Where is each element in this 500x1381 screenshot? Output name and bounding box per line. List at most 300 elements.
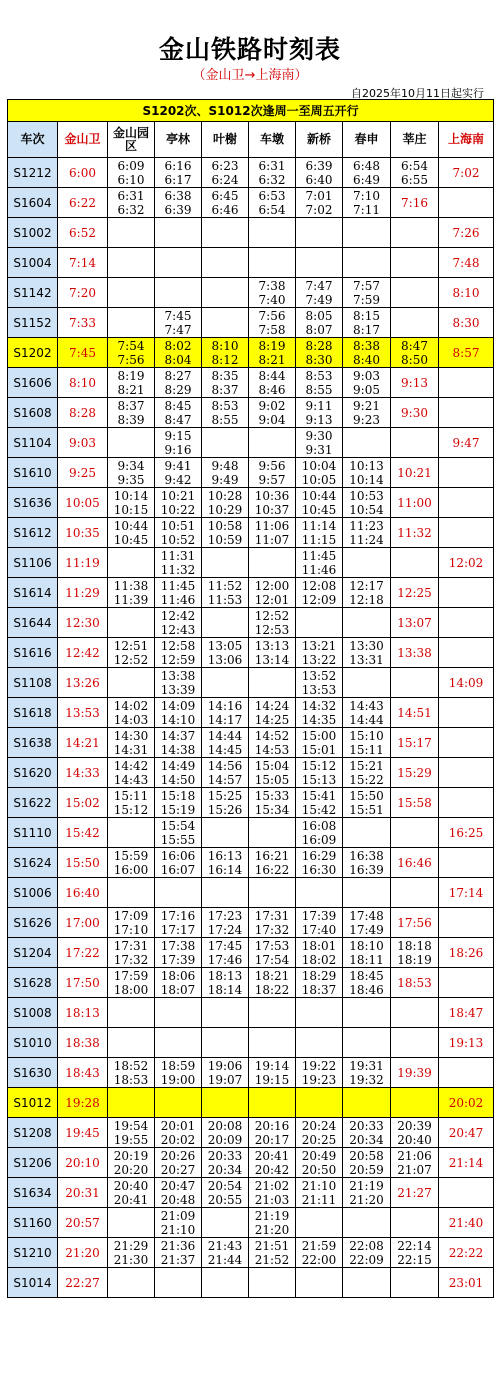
time-yexie [202, 878, 249, 908]
departure-time: 8:37 [211, 382, 239, 397]
arrival-time: 17:31 [113, 938, 149, 953]
departure-time: 8:55 [211, 412, 239, 427]
arrival-time: 15:00 [301, 728, 337, 743]
table-row [8, 218, 494, 248]
arrival-time: 21:19 [254, 1208, 290, 1223]
table-row [8, 248, 494, 278]
arrival-time: 8:02 [164, 338, 192, 353]
time-shanghai-south [439, 908, 494, 938]
time-xinqiao [296, 758, 343, 788]
time-jinshanwei: 15:02 [58, 788, 108, 818]
arrival-time: 14:52 [254, 728, 290, 743]
time-xinzhuang [391, 1268, 439, 1298]
departure-time: 11:24 [349, 532, 384, 547]
table-row [8, 938, 494, 968]
departure-time: 13:06 [207, 652, 243, 667]
table-row [8, 1208, 494, 1238]
arrival-time: 6:23 [211, 158, 239, 173]
time-chedun [249, 1178, 296, 1208]
arrival-time: 6:39 [305, 158, 333, 173]
time-shanghai-south: 18:26 [439, 938, 494, 968]
time-chedun [249, 668, 296, 698]
train-number: S1208 [8, 1118, 58, 1148]
time-shanghai-south: 7:48 [439, 248, 494, 278]
departure-time: 8:46 [258, 382, 286, 397]
table-row [8, 728, 494, 758]
time-chedun [249, 548, 296, 578]
arrival-time: 6:53 [258, 188, 286, 203]
time-xinzhuang: 12:25 [391, 578, 439, 608]
departure-time: 21:52 [254, 1252, 290, 1267]
table-row [8, 1268, 494, 1298]
arrival-time: 21:19 [349, 1178, 384, 1193]
time-chunshen [343, 818, 391, 848]
time-jinshan-park [108, 668, 155, 698]
time-xinzhuang: 15:58 [391, 788, 439, 818]
arrival-time: 12:00 [254, 578, 290, 593]
direction-subtitle: （金山卫→上海南） [192, 68, 308, 83]
table-row [8, 1148, 494, 1178]
departure-time: 13:39 [160, 682, 196, 697]
time-xinzhuang [391, 668, 439, 698]
train-number: S1614 [8, 578, 58, 608]
table-row [8, 608, 494, 638]
header-jinshanwei: 金山卫 [58, 122, 108, 158]
departure-time: 18:11 [349, 952, 384, 967]
departure-time: 17:17 [160, 922, 196, 937]
time-shanghai-south: 20:02 [439, 1088, 494, 1118]
time-chunshen [343, 848, 391, 878]
time-xinqiao [296, 1238, 343, 1268]
arrival-time: 17:16 [160, 908, 196, 923]
departure-time: 21:30 [113, 1252, 149, 1267]
departure-time: 21:20 [254, 1222, 290, 1237]
time-xinqiao [296, 248, 343, 278]
time-tinglin [155, 1238, 202, 1268]
departure-time: 14:03 [113, 712, 149, 727]
departure-time: 6:32 [117, 202, 145, 217]
table-row [8, 908, 494, 938]
time-shanghai-south: 22:22 [439, 1238, 494, 1268]
header-jinshan-park: 金山园区 [108, 122, 155, 158]
arrival-time: 14:56 [207, 758, 243, 773]
departure-time: 9:42 [164, 472, 192, 487]
time-jinshan-park [108, 488, 155, 518]
time-yexie [202, 218, 249, 248]
train-number: S1104 [8, 428, 58, 458]
departure-time: 10:05 [301, 472, 337, 487]
arrival-time: 17:23 [207, 908, 243, 923]
time-xinqiao [296, 788, 343, 818]
departure-time: 18:14 [207, 982, 243, 997]
time-xinzhuang: 17:56 [391, 908, 439, 938]
arrival-time: 6:09 [117, 158, 145, 173]
time-xinzhuang [391, 428, 439, 458]
time-chedun [249, 1148, 296, 1178]
table-row [8, 758, 494, 788]
time-xinqiao [296, 1118, 343, 1148]
time-chunshen [343, 758, 391, 788]
arrival-time: 18:29 [301, 968, 337, 983]
arrival-time: 12:08 [301, 578, 337, 593]
time-jinshanwei: 18:43 [58, 1058, 108, 1088]
arrival-time: 14:09 [160, 698, 196, 713]
arrival-time: 14:49 [160, 758, 196, 773]
time-xinzhuang [391, 308, 439, 338]
table-row [8, 848, 494, 878]
departure-time: 8:17 [353, 322, 380, 337]
arrival-time: 16:06 [160, 848, 196, 863]
departure-time: 12:09 [301, 592, 337, 607]
train-number: S1202 [8, 338, 58, 368]
time-jinshan-park [108, 518, 155, 548]
departure-time: 19:00 [160, 1072, 196, 1087]
time-jinshan-park [108, 428, 155, 458]
time-xinzhuang: 13:07 [391, 608, 439, 638]
table-row [8, 1118, 494, 1148]
departure-time: 6:46 [211, 202, 239, 217]
time-jinshanwei: 6:22 [58, 188, 108, 218]
departure-time: 14:53 [254, 742, 290, 757]
departure-time: 15:51 [349, 802, 384, 817]
time-shanghai-south: 8:10 [439, 278, 494, 308]
departure-time: 17:10 [113, 922, 149, 937]
arrival-time: 18:21 [254, 968, 290, 983]
time-jinshan-park [108, 788, 155, 818]
time-xinzhuang [391, 998, 439, 1028]
time-shanghai-south: 7:02 [439, 158, 494, 188]
time-jinshanwei: 19:28 [58, 1088, 108, 1118]
time-chedun [249, 998, 296, 1028]
departure-time: 14:17 [207, 712, 243, 727]
time-shanghai-south [439, 488, 494, 518]
departure-time: 12:59 [160, 652, 196, 667]
time-yexie [202, 668, 249, 698]
arrival-time: 21:10 [301, 1178, 337, 1193]
arrival-time: 20:26 [160, 1148, 196, 1163]
time-chunshen [343, 1028, 391, 1058]
table-row [8, 488, 494, 518]
arrival-time: 8:47 [401, 338, 428, 353]
arrival-time: 20:41 [254, 1148, 290, 1163]
time-chedun [249, 1208, 296, 1238]
time-jinshanwei: 10:35 [58, 518, 108, 548]
time-yexie [202, 488, 249, 518]
time-tinglin [155, 398, 202, 428]
time-xinzhuang: 13:38 [391, 638, 439, 668]
time-xinqiao [296, 308, 343, 338]
arrival-time: 20:19 [113, 1148, 149, 1163]
train-number: S1152 [8, 308, 58, 338]
time-xinzhuang [391, 158, 439, 188]
departure-time: 18:22 [254, 982, 290, 997]
arrival-time: 8:28 [305, 338, 333, 353]
time-jinshan-park [108, 998, 155, 1028]
arrival-time: 17:38 [160, 938, 196, 953]
time-yexie [202, 968, 249, 998]
departure-time: 11:46 [160, 592, 196, 607]
time-xinqiao [296, 338, 343, 368]
departure-time: 13:31 [349, 652, 384, 667]
time-chedun [249, 818, 296, 848]
time-xinqiao [296, 818, 343, 848]
departure-time: 9:16 [164, 442, 192, 457]
departure-time: 8:30 [305, 352, 333, 367]
departure-time: 20:42 [254, 1162, 290, 1177]
time-tinglin [155, 368, 202, 398]
departure-time: 15:26 [207, 802, 243, 817]
arrival-time: 7:45 [164, 308, 192, 323]
time-jinshan-park [108, 458, 155, 488]
table-row [8, 1028, 494, 1058]
departure-time: 21:10 [160, 1222, 196, 1237]
table-row [8, 998, 494, 1028]
time-chedun [249, 1268, 296, 1298]
time-jinshan-park [108, 968, 155, 998]
time-shanghai-south [439, 458, 494, 488]
table-row [8, 1058, 494, 1088]
arrival-time: 9:48 [211, 458, 239, 473]
table-row [8, 1238, 494, 1268]
time-tinglin [155, 608, 202, 638]
table-row [8, 818, 494, 848]
arrival-time: 7:57 [353, 278, 380, 293]
arrival-time: 19:54 [113, 1118, 149, 1133]
arrival-time: 17:59 [113, 968, 149, 983]
departure-time: 7:59 [353, 292, 380, 307]
time-chedun [249, 878, 296, 908]
departure-time: 20:41 [113, 1192, 149, 1207]
time-tinglin [155, 218, 202, 248]
time-jinshan-park [108, 188, 155, 218]
departure-time: 11:15 [301, 532, 337, 547]
departure-time: 8:29 [164, 382, 192, 397]
train-number: S1626 [8, 908, 58, 938]
departure-time: 6:10 [117, 172, 145, 187]
table-row [8, 578, 494, 608]
train-number: S1006 [8, 878, 58, 908]
train-number: S1622 [8, 788, 58, 818]
train-number: S1004 [8, 248, 58, 278]
time-jinshanwei: 9:03 [58, 428, 108, 458]
arrival-time: 7:38 [258, 278, 286, 293]
time-shanghai-south: 18:47 [439, 998, 494, 1028]
departure-time: 20:17 [254, 1132, 290, 1147]
time-chunshen [343, 518, 391, 548]
time-tinglin [155, 818, 202, 848]
time-tinglin [155, 248, 202, 278]
arrival-time: 8:38 [353, 338, 380, 353]
time-yexie [202, 788, 249, 818]
time-jinshanwei: 7:20 [58, 278, 108, 308]
arrival-time: 13:38 [160, 668, 196, 683]
table-row [8, 788, 494, 818]
departure-time: 20:40 [397, 1132, 432, 1147]
arrival-time: 20:39 [397, 1118, 432, 1133]
arrival-time: 8:27 [164, 368, 192, 383]
time-shanghai-south [439, 1058, 494, 1088]
time-jinshan-park [108, 158, 155, 188]
time-jinshanwei: 8:10 [58, 368, 108, 398]
departure-time: 11:53 [207, 592, 243, 607]
time-xinqiao [296, 1268, 343, 1298]
time-chunshen [343, 338, 391, 368]
time-tinglin [155, 518, 202, 548]
time-tinglin [155, 188, 202, 218]
time-xinzhuang: 9:13 [391, 368, 439, 398]
arrival-time: 12:52 [254, 608, 290, 623]
train-number: S1002 [8, 218, 58, 248]
time-jinshanwei: 17:00 [58, 908, 108, 938]
time-xinzhuang: 11:32 [391, 518, 439, 548]
departure-time: 8:04 [164, 352, 192, 367]
arrival-time: 8:10 [211, 338, 239, 353]
time-chunshen [343, 1118, 391, 1148]
arrival-time: 20:16 [254, 1118, 290, 1133]
arrival-time: 11:45 [160, 578, 196, 593]
time-jinshan-park [108, 698, 155, 728]
table-row [8, 188, 494, 218]
time-chunshen [343, 728, 391, 758]
arrival-time: 15:18 [160, 788, 196, 803]
arrival-time: 13:52 [301, 668, 337, 683]
time-yexie [202, 368, 249, 398]
arrival-time: 9:34 [117, 458, 145, 473]
arrival-time: 21:51 [254, 1238, 290, 1253]
arrival-time: 8:37 [117, 398, 145, 413]
departure-time: 16:09 [301, 832, 337, 847]
arrival-time: 20:33 [349, 1118, 384, 1133]
departure-time: 19:23 [301, 1072, 337, 1087]
time-jinshanwei: 6:52 [58, 218, 108, 248]
time-shanghai-south [439, 518, 494, 548]
time-shanghai-south [439, 848, 494, 878]
departure-time: 20:25 [301, 1132, 337, 1147]
time-tinglin [155, 578, 202, 608]
arrival-time: 9:41 [164, 458, 192, 473]
departure-time: 6:32 [258, 172, 286, 187]
time-chedun [249, 788, 296, 818]
departure-time: 8:40 [353, 352, 380, 367]
time-yexie [202, 188, 249, 218]
time-jinshanwei: 15:42 [58, 818, 108, 848]
departure-time: 8:21 [117, 382, 145, 397]
time-yexie [202, 728, 249, 758]
time-xinqiao [296, 1148, 343, 1178]
time-jinshanwei: 15:50 [58, 848, 108, 878]
time-xinzhuang [391, 1208, 439, 1238]
time-xinzhuang: 16:46 [391, 848, 439, 878]
departure-time: 17:32 [254, 922, 290, 937]
departure-time: 21:37 [160, 1252, 196, 1267]
departure-time: 9:31 [305, 442, 333, 457]
time-xinzhuang [391, 818, 439, 848]
arrival-time: 13:13 [254, 638, 290, 653]
arrival-time: 21:59 [301, 1238, 337, 1253]
departure-time: 10:22 [160, 502, 196, 517]
time-shanghai-south [439, 728, 494, 758]
arrival-time: 6:31 [258, 158, 286, 173]
time-shanghai-south: 17:14 [439, 878, 494, 908]
time-jinshan-park [108, 1178, 155, 1208]
departure-time: 9:57 [258, 472, 286, 487]
time-shanghai-south: 7:26 [439, 218, 494, 248]
time-yexie [202, 1238, 249, 1268]
departure-time: 7:40 [258, 292, 286, 307]
arrival-time: 13:30 [349, 638, 384, 653]
departure-time: 19:32 [349, 1072, 384, 1087]
table-row [8, 968, 494, 998]
table-row [8, 1088, 494, 1118]
time-chunshen [343, 218, 391, 248]
time-xinqiao [296, 368, 343, 398]
train-number: S1108 [8, 668, 58, 698]
departure-time: 8:12 [211, 352, 239, 367]
departure-time: 10:54 [349, 502, 384, 517]
time-xinzhuang [391, 1238, 439, 1268]
time-xinqiao [296, 488, 343, 518]
time-chedun [249, 608, 296, 638]
arrival-time: 11:31 [160, 548, 196, 563]
time-chedun [249, 578, 296, 608]
time-chedun [249, 938, 296, 968]
arrival-time: 17:48 [349, 908, 384, 923]
arrival-time: 8:44 [258, 368, 286, 383]
time-jinshanwei: 7:45 [58, 338, 108, 368]
time-jinshanwei: 6:00 [58, 158, 108, 188]
time-chedun [249, 308, 296, 338]
time-xinqiao [296, 698, 343, 728]
time-xinzhuang [391, 1088, 439, 1118]
arrival-time: 16:21 [254, 848, 290, 863]
time-yexie [202, 1118, 249, 1148]
departure-time: 9:35 [117, 472, 145, 487]
train-number: S1014 [8, 1268, 58, 1298]
time-jinshanwei: 17:50 [58, 968, 108, 998]
arrival-time: 9:15 [164, 428, 192, 443]
departure-time: 7:49 [305, 292, 333, 307]
departure-time: 22:15 [397, 1252, 432, 1267]
arrival-time: 8:19 [117, 368, 145, 383]
time-yexie [202, 158, 249, 188]
arrival-time: 19:31 [349, 1058, 384, 1073]
arrival-time: 10:13 [349, 458, 384, 473]
arrival-time: 15:10 [349, 728, 384, 743]
arrival-time: 17:09 [113, 908, 149, 923]
departure-time: 8:50 [401, 352, 428, 367]
time-xinzhuang: 10:21 [391, 458, 439, 488]
time-chunshen [343, 158, 391, 188]
time-jinshanwei: 9:25 [58, 458, 108, 488]
departure-time: 12:52 [113, 652, 149, 667]
time-yexie [202, 458, 249, 488]
time-xinzhuang [391, 278, 439, 308]
arrival-time: 9:56 [258, 458, 286, 473]
departure-time: 18:37 [301, 982, 337, 997]
time-tinglin [155, 1178, 202, 1208]
time-chunshen [343, 968, 391, 998]
arrival-time: 8:19 [258, 338, 286, 353]
arrival-time: 16:08 [301, 818, 337, 833]
time-jinshan-park [108, 398, 155, 428]
time-jinshan-park [108, 578, 155, 608]
time-yexie [202, 518, 249, 548]
time-chunshen [343, 788, 391, 818]
time-tinglin [155, 938, 202, 968]
effective-date: 自2025年10月11日起实行 [351, 87, 484, 100]
header-tinglin: 亭林 [155, 122, 202, 158]
arrival-time: 7:01 [305, 188, 333, 203]
